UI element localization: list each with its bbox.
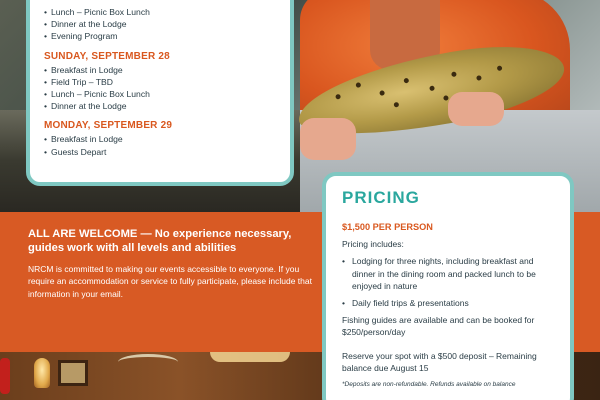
fire-extinguisher xyxy=(0,358,10,394)
schedule-day-sunday xyxy=(44,51,276,113)
schedule-item: • Field Trip – TBD xyxy=(44,76,276,88)
schedule-item: • Guests Depart xyxy=(44,146,276,158)
guides-info: Fishing guides are available and can be booked for $250/person/day xyxy=(342,315,535,338)
welcome-section xyxy=(28,228,318,300)
antler-chandelier xyxy=(118,354,178,370)
picture-frame xyxy=(58,360,88,386)
day-heading: MONDAY, SEPTEMBER 29 xyxy=(44,120,173,132)
lamp xyxy=(34,358,50,388)
accessibility-statement: NRCM is committed to making our events accessible to everyone. If you require an accommodation or service to fully participate, please include that information in your email. xyxy=(28,264,312,299)
includes-label: Pricing includes: xyxy=(342,239,404,249)
schedule-item: • Breakfast in Lodge xyxy=(44,133,276,145)
fine-print: *Deposits are non-refundable. Refunds available on balance xyxy=(342,380,516,388)
schedule-day-saturday xyxy=(44,6,276,43)
reserve-info: Reserve your spot with a $500 deposit – Remaining balance due August 15 xyxy=(342,350,537,374)
schedule-item: • Dinner at the Lodge xyxy=(44,100,276,112)
includes-list xyxy=(342,255,556,309)
schedule-item: • Breakfast in Lodge xyxy=(44,64,276,76)
price: $1,500 PER PERSON xyxy=(342,222,433,232)
pricing-title: PRICING xyxy=(342,188,420,207)
day-heading: SUNDAY, SEPTEMBER 28 xyxy=(44,50,170,62)
schedule-item: • Lunch – Picnic Box Lunch xyxy=(44,6,276,18)
schedule-day-monday xyxy=(44,120,276,157)
schedule-card xyxy=(26,0,294,186)
schedule-item: • Lunch – Picnic Box Lunch xyxy=(44,88,276,100)
list-item: • Daily field trips & presentations xyxy=(342,297,556,309)
welcome-title: ALL ARE WELCOME — No experience necessary, guides work with all levels and abilities xyxy=(28,228,292,254)
schedule-item: • Evening Program xyxy=(44,30,276,42)
pricing-card xyxy=(322,172,574,400)
hand-left xyxy=(300,118,356,160)
ceiling-light xyxy=(210,352,290,362)
hand-right xyxy=(448,92,504,126)
schedule-item: • Dinner at the Lodge xyxy=(44,18,276,30)
list-item: • Lodging for three nights, including breakfast and dinner in the dining room and packed lunch to be enjoyed in nature xyxy=(342,255,556,292)
